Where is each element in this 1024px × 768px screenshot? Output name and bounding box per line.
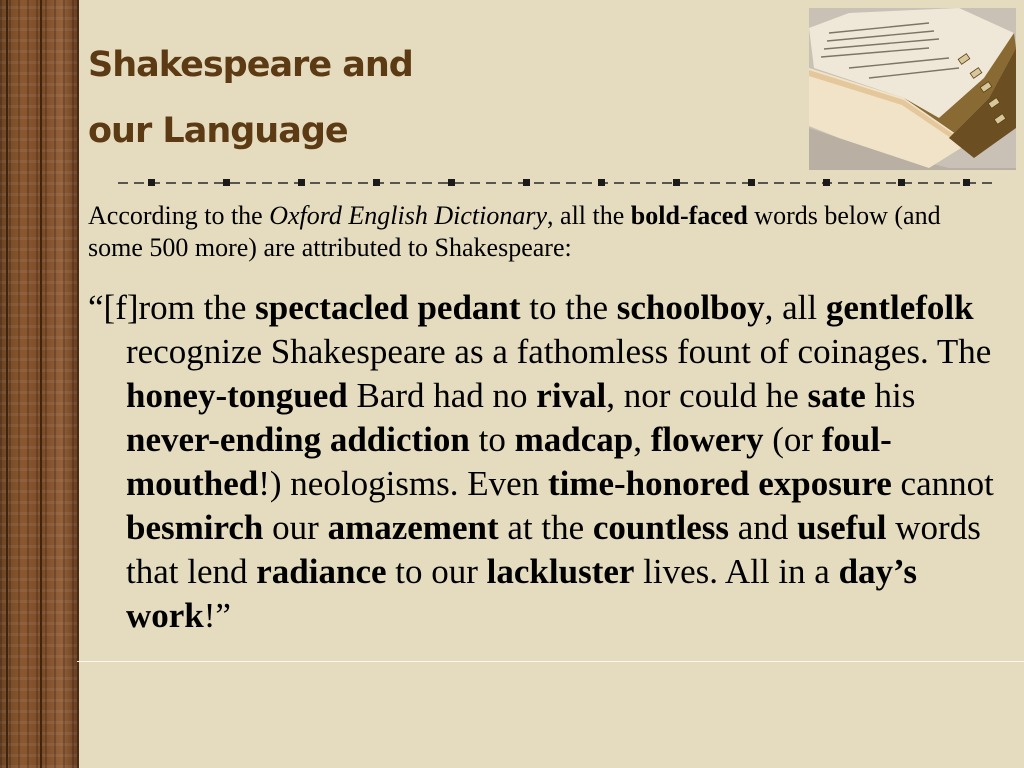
- quote-text: lives. All in a: [634, 552, 839, 591]
- coined-word: foul-mouthed: [126, 420, 892, 503]
- coined-word: schoolboy: [616, 288, 765, 327]
- quote-text: at the: [498, 508, 593, 547]
- coined-word: besmirch: [126, 508, 264, 547]
- coined-word: useful: [797, 508, 887, 547]
- coined-word: madcap: [514, 420, 634, 459]
- wood-groove: [40, 0, 42, 768]
- quote-text: our: [263, 508, 328, 547]
- quote-text: cannot: [891, 464, 994, 503]
- quote-text: his: [865, 376, 916, 415]
- book-icon: [809, 8, 1016, 170]
- quote-text: words that lend: [126, 508, 981, 591]
- quote-text: , nor could he: [606, 376, 808, 415]
- coined-word: sate: [807, 376, 866, 415]
- coined-word: amazement: [327, 508, 499, 547]
- title-line-1: Shakespeare and: [88, 45, 413, 85]
- slide-title: [88, 32, 413, 164]
- coined-word: honey-tongued: [126, 376, 348, 415]
- bold-faced-term: bold-faced: [630, 201, 748, 230]
- coined-word: lackluster: [486, 552, 635, 591]
- quote-text: and: [729, 508, 798, 547]
- open-dictionary-book-image: [809, 8, 1016, 170]
- quote-text: to our: [386, 552, 487, 591]
- intro-paragraph: [88, 200, 988, 264]
- coined-word: never-ending addiction: [126, 420, 470, 459]
- quote-text: to: [469, 420, 515, 459]
- intro-text: According to the: [88, 201, 270, 230]
- quote-text: !”: [203, 596, 231, 635]
- quote-text: !) neologisms. Even: [258, 464, 548, 503]
- coined-word: time-honored exposure: [547, 464, 892, 503]
- coined-word: spectacled pedant: [255, 288, 521, 327]
- quote-text: Bard had no: [347, 376, 537, 415]
- quote-text: to the: [520, 288, 617, 327]
- intro-text: words below (and some 500 more) are attributed to Shakespeare:: [88, 201, 941, 262]
- coined-word: radiance: [256, 552, 387, 591]
- quote-text: , all: [764, 288, 826, 327]
- coined-word: countless: [592, 508, 730, 547]
- wood-border-bar: [0, 0, 79, 768]
- coined-word: gentlefolk: [825, 288, 974, 327]
- title-line-2: our Language: [88, 111, 348, 151]
- quote-text: (or: [763, 420, 822, 459]
- quote-text: ,: [633, 420, 651, 459]
- oed-title: Oxford English Dictionary: [269, 201, 548, 230]
- coined-word: flowery: [650, 420, 764, 459]
- faint-guide-line: [77, 661, 1024, 662]
- intro-text: , all the: [547, 201, 631, 230]
- coined-word: day’s work: [126, 552, 918, 635]
- dashed-divider: [118, 176, 992, 190]
- shakespeare-quote: [88, 286, 1018, 638]
- quote-text: recognize Shakespeare as a fathomless fount of coinages. The: [126, 332, 992, 371]
- quote-text: “[f]rom the: [88, 288, 256, 327]
- wood-groove: [6, 0, 8, 768]
- coined-word: rival: [536, 376, 607, 415]
